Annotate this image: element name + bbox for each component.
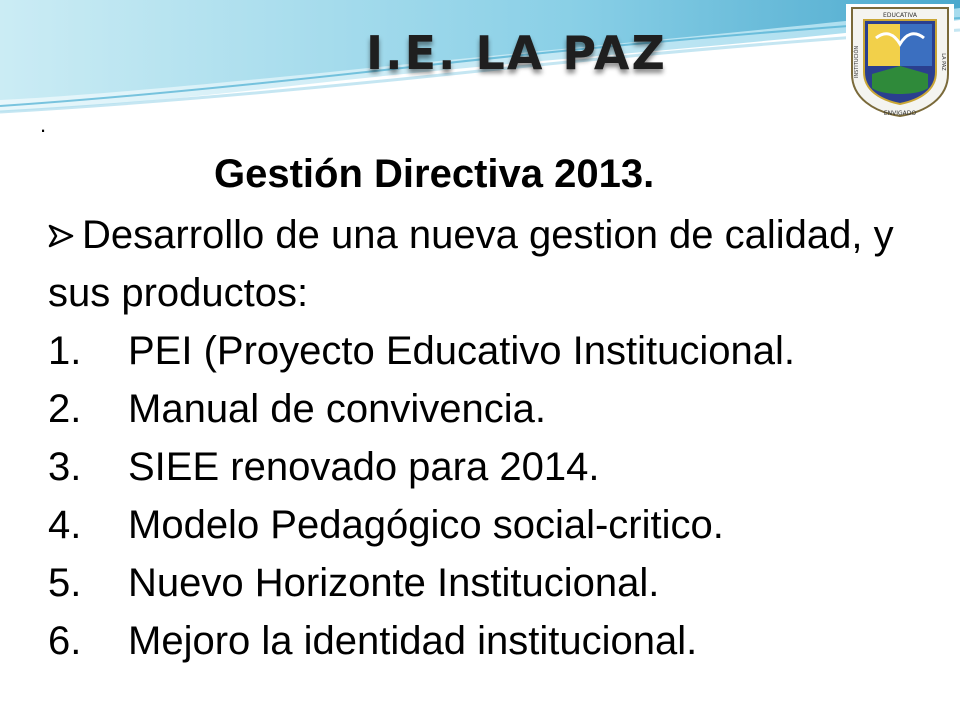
school-shield-logo — [846, 4, 954, 120]
list-item — [48, 438, 928, 496]
list-item — [48, 612, 928, 670]
list-item-number: 6. — [48, 619, 82, 663]
logo-bottom-text: ENVIGADO — [883, 110, 917, 117]
slide-subtitle: Gestión Directiva 2013. — [214, 152, 655, 196]
list-item-number: 2. — [48, 387, 82, 431]
logo-top-text: EDUCATIVA — [883, 12, 917, 19]
list-item-text: Modelo Pedagógico social-critico. — [128, 503, 724, 547]
slide-title: I.E. LA PAZ — [366, 26, 667, 80]
list-item-number: 1. — [48, 329, 82, 373]
list-item — [48, 380, 928, 438]
logo-right-text: LA PAZ — [940, 53, 946, 71]
list-item — [48, 496, 928, 554]
list-item-number: 5. — [48, 561, 82, 605]
list-item — [48, 554, 928, 612]
bullet-text: Desarrollo de una nueva gestion de calidad, y sus productos: — [48, 213, 894, 315]
slide-content — [48, 148, 928, 670]
logo-left-text: INSTITUCIÓN — [854, 45, 860, 79]
list-item-text: Nuevo Horizonte Institucional. — [128, 561, 660, 605]
list-item-number: 3. — [48, 445, 82, 489]
list-item — [48, 322, 928, 380]
list-item-text: Mejoro la identidad institucional. — [128, 619, 698, 663]
list-item-text: Manual de convivencia. — [128, 387, 547, 431]
products-list — [48, 322, 928, 670]
list-item-text: SIEE renovado para 2014. — [128, 445, 600, 489]
list-item-number: 4. — [48, 503, 82, 547]
list-item-text: PEI (Proyecto Educativo Institucional. — [128, 329, 795, 373]
stray-dot: . — [40, 112, 47, 137]
bullet-point — [48, 206, 928, 322]
